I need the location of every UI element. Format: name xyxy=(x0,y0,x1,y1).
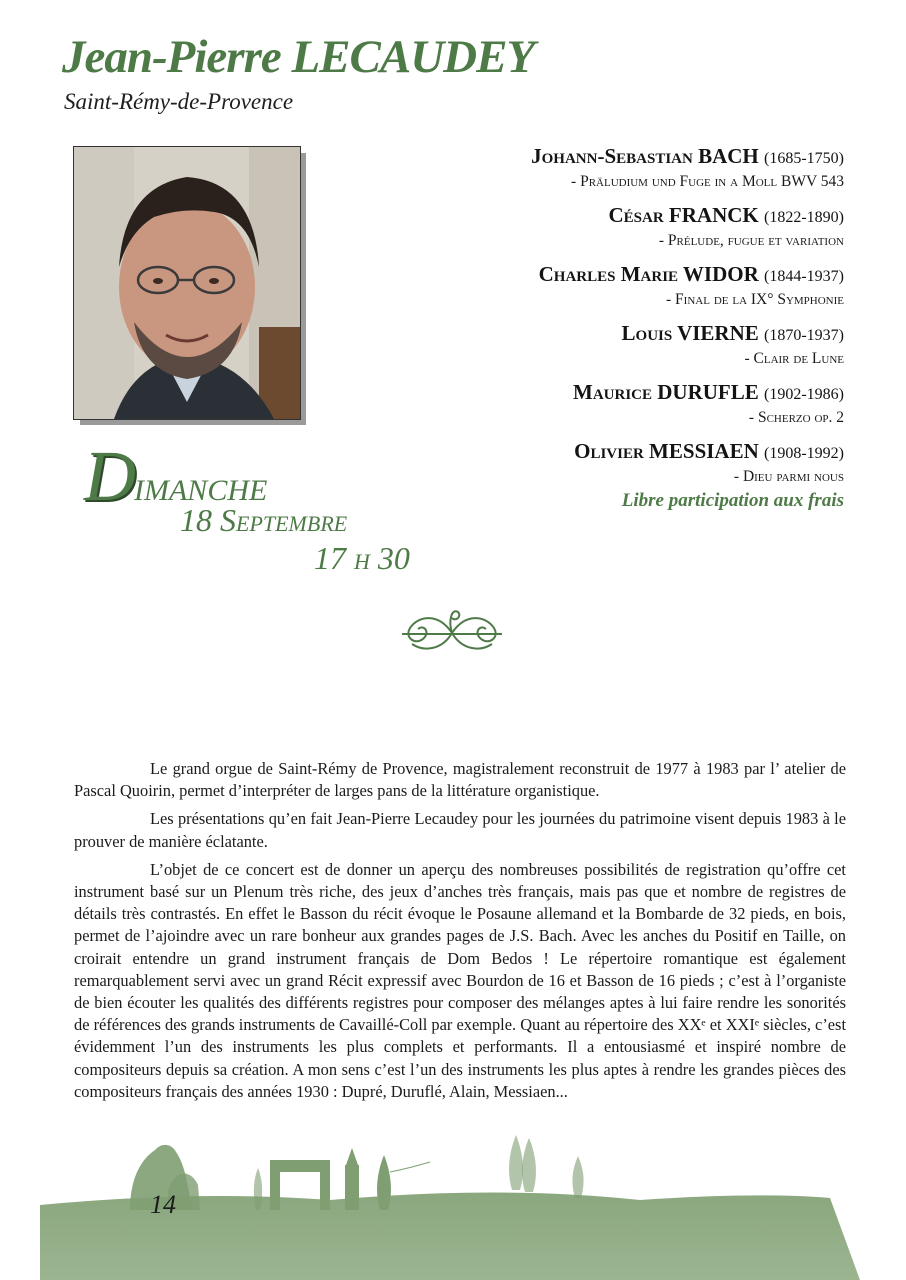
day-rest: IMANCHE xyxy=(134,474,268,507)
work-title: - Scherzo op. 2 xyxy=(748,409,844,426)
work-title: - Dieu parmi nous xyxy=(733,468,844,485)
organist-portrait xyxy=(73,146,301,420)
composer-years: (1822-1890) xyxy=(764,209,844,226)
body-paragraph: L’objet de ce concert est de donner un aperçu des nombreuses possibilités de registration qu’offre cet instrument basé sur un Plenum très riche, des jeux d’anches très français, mais pas que et nombre de registres de détails très contrastés. En effet le Basson du récit évoque le Posaune allemand et la Bombarde de 32 pieds, en bois, permet de l’ajoindre avec un rare bonheur aux grandes pages de J.S. Bach. Avec les anches du Positif en Taille, on croirait entendre un grand instrument français de Dom Bedos ! Le répertoire romantique est également remarquablement servi avec un grand Récit expressif avec Bourdon de 16 et Basson de 16 pieds ; c’est à l’organiste de bien écouter les qualités des différents registres pour composer des mélanges aptes à lui faire rendre les sonorités de références des grands instruments de Cavaillé-Coll par exemple. Quant au répertoire des XXᵉ et XXIᵉ siècles, c’est évidemment l’un des instruments les plus complets et performants. Il a entousiasmé et inspiré nombre de compositeurs depuis sa création. A mon sens c’est l’un des instruments les plus aptes à rendre les grandes pièces des compositeurs français des années 1930 : Dupré, Duruflé, Alain, Messiaen... xyxy=(74,859,846,1101)
day-initial: D xyxy=(84,436,134,516)
flourish-ornament-icon xyxy=(398,602,506,664)
concert-time: 17 h 30 xyxy=(314,540,410,576)
provence-landscape-illustration xyxy=(0,1130,906,1280)
program-item xyxy=(414,143,844,191)
work-title: - Final de la IX° Symphonie xyxy=(666,291,844,308)
program-item xyxy=(414,261,844,309)
program-item xyxy=(414,320,844,368)
portrait-illustration xyxy=(74,147,300,419)
composer-years: (1844-1937) xyxy=(764,268,844,285)
composer-name: César FRANCK (1822-1890) xyxy=(608,203,844,227)
body-paragraph: Le grand orgue de Saint-Rémy de Provence, magistralement reconstruit de 1977 à 1983 par l’ atelier de Pascal Quoirin, permet d’interpréter de larges pans de la littérature organistique. xyxy=(74,759,846,801)
work-title: - Prélude, fugue et variation xyxy=(658,232,844,249)
composer-years: (1685-1750) xyxy=(764,150,844,167)
page-title: Jean-Pierre LECAUDEY xyxy=(62,31,535,83)
composer-name: Johann-Sebastian BACH (1685-1750) xyxy=(531,144,844,168)
composer-name: Maurice DURUFLE (1902-1986) xyxy=(573,380,844,404)
composer-years: (1902-1986) xyxy=(764,386,844,403)
composer-name: Olivier MESSIAEN (1908-1992) xyxy=(574,439,844,463)
composer-years: (1908-1992) xyxy=(764,445,844,462)
composer-name: Charles Marie WIDOR (1844-1937) xyxy=(538,262,844,286)
composer-name: Louis VIERNE (1870-1937) xyxy=(621,321,844,345)
body-paragraph: Les présentations qu’en fait Jean-Pierre Lecaudey pour les journées du patrimoine visent depuis 1983 à le prouver de manière éclatante. xyxy=(74,809,846,851)
location-subtitle: Saint-Rémy-de-Provence xyxy=(64,89,294,114)
program-item xyxy=(414,379,844,427)
program-item xyxy=(414,202,844,250)
work-title: - Präludium und Fuge in a Moll BWV 543 xyxy=(571,173,844,190)
concert-date: 18 Septembre xyxy=(180,502,348,538)
page-number: 14 xyxy=(150,1190,176,1219)
admission-note: Libre participation aux frais xyxy=(621,490,844,511)
work-title: - Clair de Lune xyxy=(744,350,844,367)
concert-program xyxy=(414,143,844,497)
article-body xyxy=(74,758,846,1109)
program-item xyxy=(414,438,844,486)
composer-years: (1870-1937) xyxy=(764,327,844,344)
